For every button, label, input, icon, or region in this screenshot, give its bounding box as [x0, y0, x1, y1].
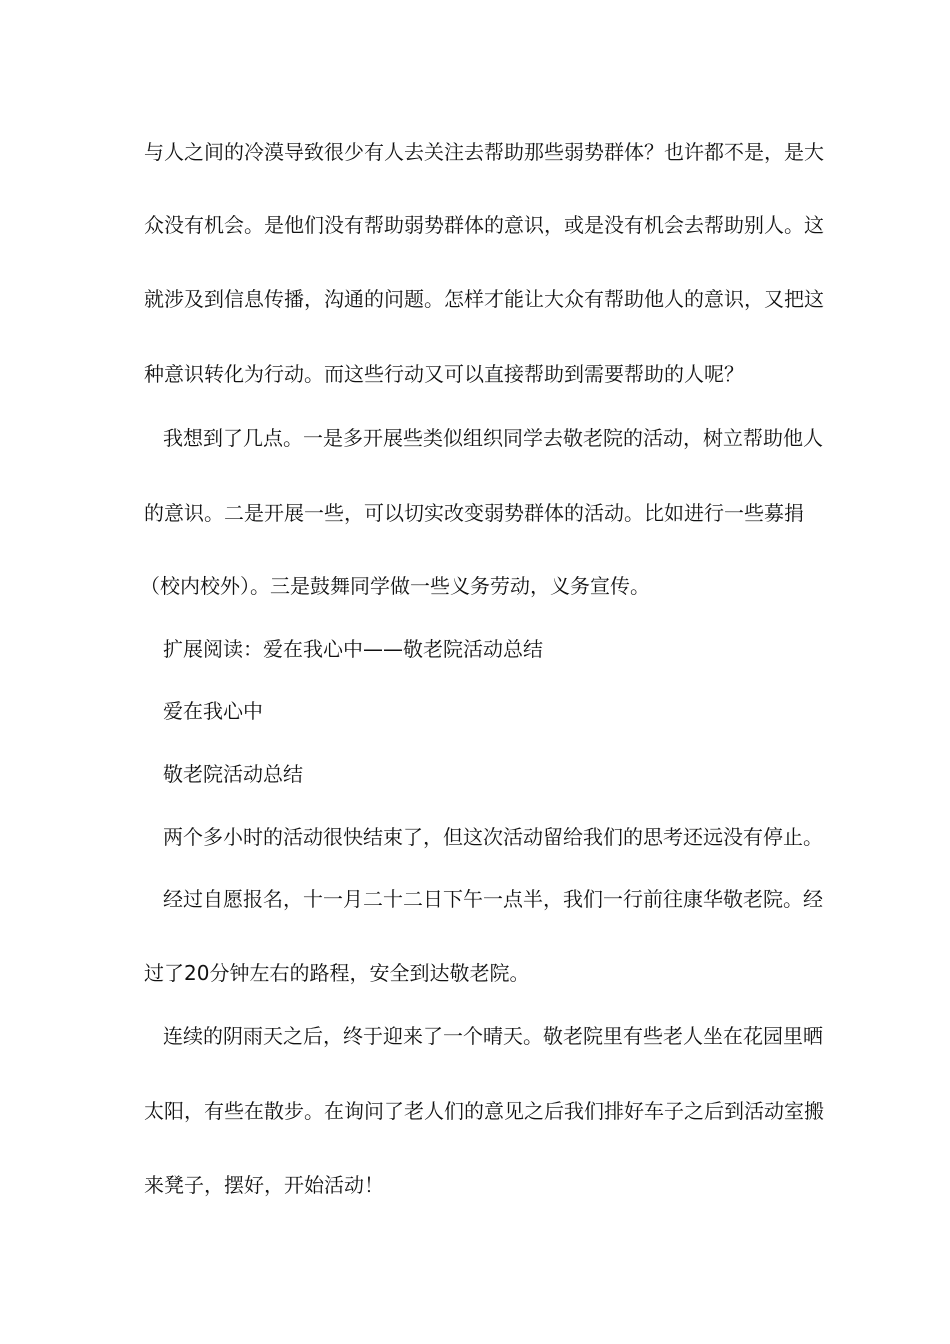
text-line: 来凳子，摆好，开始活动！ — [144, 1173, 384, 1197]
text-line: 经过自愿报名，十一月二十二日下午一点半，我们一行前往康华敬老院。经 — [163, 887, 823, 911]
article-subtitle: 敬老院活动总结 — [163, 762, 303, 786]
text-line: 就涉及到信息传播，沟通的问题。怎样才能让大众有帮助他人的意识，又把这 — [144, 287, 824, 311]
text-line: 与人之间的冷漠导致很少有人去关注去帮助那些弱势群体？也许都不是，是大 — [144, 140, 824, 164]
text-line: 连续的阴雨天之后，终于迎来了一个晴天。敬老院里有些老人坐在花园里晒 — [163, 1024, 823, 1048]
text-line: （校内校外）。三是鼓舞同学做一些义务劳动，义务宣传。 — [140, 574, 650, 598]
extended-reading-heading: 扩展阅读：爱在我心中——敬老院活动总结 — [163, 637, 543, 661]
article-title: 爱在我心中 — [163, 699, 263, 723]
text-line: 众没有机会。是他们没有帮助弱势群体的意识，或是没有机会去帮助别人。这 — [144, 213, 824, 237]
text-line: 我想到了几点。一是多开展些类似组织同学去敬老院的活动，树立帮助他人 — [163, 426, 823, 450]
text-line: 的意识。二是开展一些，可以切实改变弱势群体的活动。比如进行一些募捐 — [144, 501, 804, 525]
text-line: 过了20分钟左右的路程，安全到达敬老院。 — [144, 961, 530, 985]
text-line: 太阳，有些在散步。在询问了老人们的意见之后我们排好车子之后到活动室搬 — [144, 1099, 824, 1123]
text-line: 两个多小时的活动很快结束了，但这次活动留给我们的思考还远没有停止。 — [163, 825, 823, 849]
text-line: 种意识转化为行动。而这些行动又可以直接帮助到需要帮助的人呢？ — [144, 362, 744, 386]
